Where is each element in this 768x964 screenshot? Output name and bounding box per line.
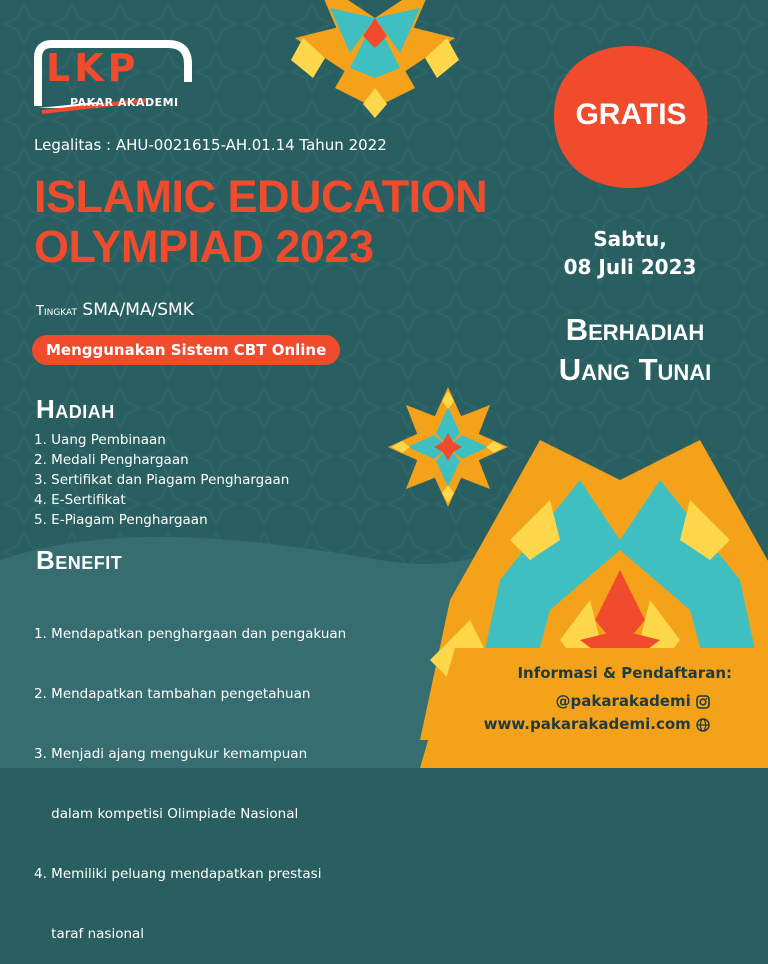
level-value: SMA/MA/SMK [82, 300, 194, 320]
event-date-full: 08 Juli 2023 [563, 255, 697, 279]
gratis-badge: GRATIS [575, 98, 687, 131]
event-title-line1: ISLAMIC EDUCATION [34, 171, 488, 222]
instagram-icon [696, 695, 710, 709]
cbt-badge: Menggunakan Sistem CBT Online [32, 335, 340, 365]
list-item: 4. Memiliki peluang mendapatkan prestasi [34, 866, 322, 882]
list-item: dalam kompetisi Olimpiade Nasional [34, 806, 299, 822]
instagram-row[interactable] [470, 692, 710, 710]
legal-text: Legalitas : AHU-0021615-AH.01.14 Tahun 2022 [34, 136, 387, 154]
website-link[interactable]: www.pakarakademi.com [483, 715, 691, 733]
list-item: 4. E-Sertifikat [34, 492, 126, 508]
hadiah-list [34, 430, 289, 530]
level-line [36, 300, 194, 320]
event-title [34, 172, 487, 272]
logo-subtitle: PAKAR AKADEMI [70, 96, 179, 109]
prize-line1: Berhadiah [565, 312, 705, 347]
list-item: 3. Menjadi ajang mengukur kemampuan [34, 746, 308, 762]
list-item: taraf nasional [34, 926, 145, 942]
benefit-title: Benefit [36, 545, 123, 575]
website-row[interactable] [470, 715, 710, 733]
benefit-list [34, 584, 346, 964]
list-item: 2. Medali Penghargaan [34, 452, 189, 468]
event-title-line2: OLYMPIAD 2023 [34, 221, 374, 272]
list-item: 5. E-Piagam Penghargaan [34, 512, 208, 528]
prize-callout [500, 310, 768, 390]
list-item: 2. Mendapatkan tambahan pengetahuan [34, 686, 311, 702]
event-date [520, 225, 740, 281]
list-item: 3. Sertifikat dan Piagam Penghargaan [34, 472, 290, 488]
hadiah-title: Hadiah [36, 394, 115, 424]
globe-icon [696, 718, 710, 732]
level-prefix: Tingkat [36, 304, 78, 319]
list-item: 1. Uang Pembinaan [34, 432, 166, 448]
info-title: Informasi & Pendaftaran: [517, 664, 732, 682]
list-item: 1. Mendapatkan penghargaan dan pengakuan [34, 626, 347, 642]
event-day: Sabtu, [593, 227, 667, 251]
logo-wordmark: LKP [46, 46, 140, 90]
prize-line2: Uang Tunai [558, 352, 712, 387]
instagram-handle[interactable]: @pakarakademi [555, 692, 691, 710]
